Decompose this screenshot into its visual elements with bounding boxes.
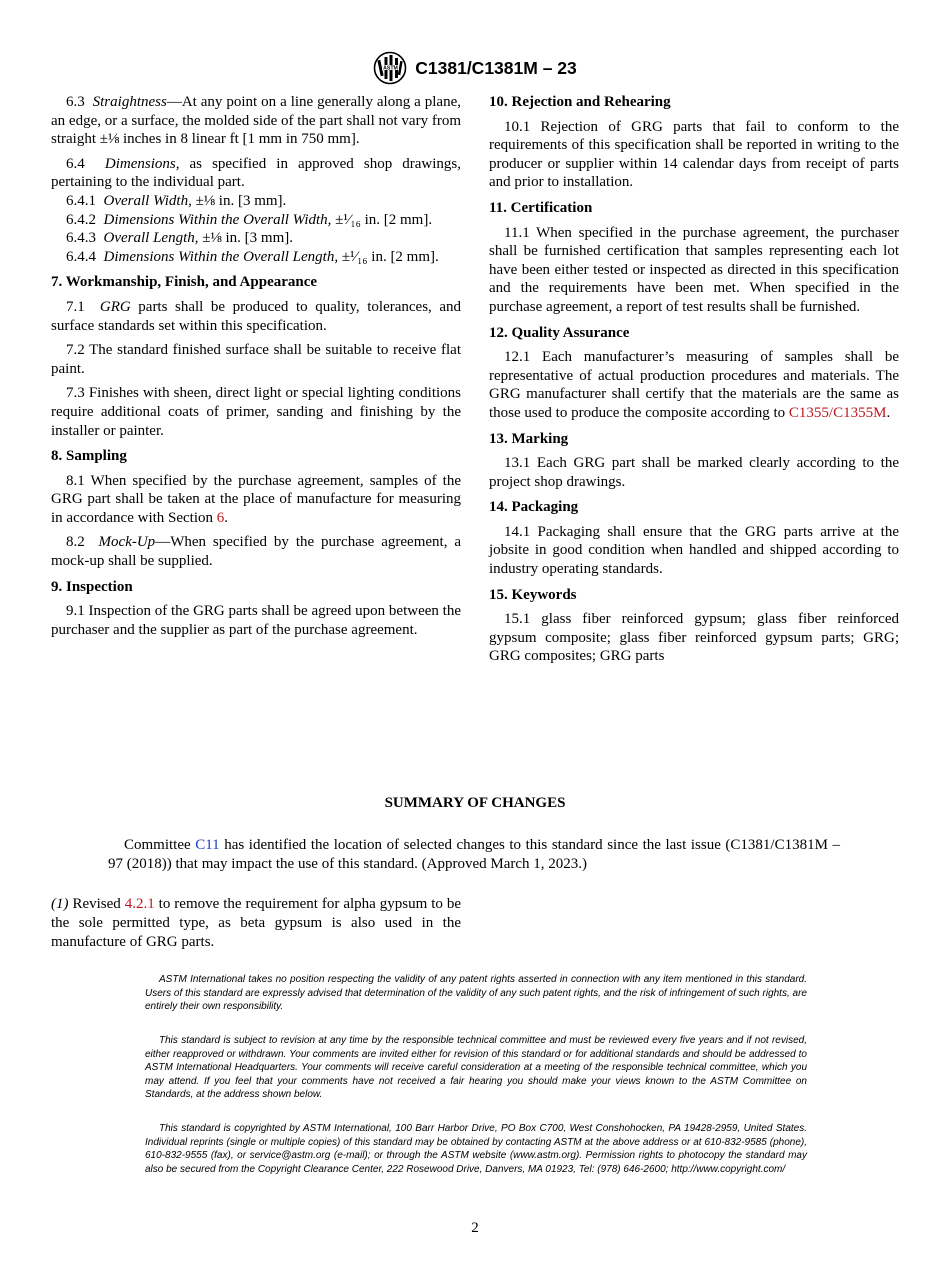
section-heading-14: 14. Packaging [489,499,579,516]
section-heading-9: 9. Inspection [51,578,133,595]
c1355-link[interactable]: C1355/C1355M [788,404,887,421]
svg-text:ASTM: ASTM [383,65,399,72]
revision-notice: This standard is subject to revision at any time by the responsible technical committee and must be reviewed every five years and if not revised, either reapproved or withdrawn. Your comments are invited either for revision of this standard or for additional standards and should be addressed to ASTM International Headquarters. Your comments will receive careful consideration at a meeting of the responsible technical committee, which you may attend. If you feel that your comments have not received a fair hearing you should make your views known to the ASTM Committee on Standards, at the address shown below. [145,1035,807,1100]
para-8-1: 8.1 When specified by the purchase agreement, samples of the GRG part shall be taken at the place of manufacture for measuring in accordance with Section 6. [51,472,461,526]
copyright-notice: This standard is copyrighted by ASTM International, 100 Barr Harbor Drive, PO Box C700, West Conshohocken, PA 19428-2959, United States. Individual reprints (single or multiple copies) of this standard may be obtained by contacting ASTM at the above address or at 610-832-9585 (phone), 610-832-9555 (fax), or service@astm.org (e-mail); or through the ASTM website (www.astm.org). Permission rights to photocopy the standard may also be secured from the Copyright Clearance Center, 222 Rosewood Drive, Danvers, MA 01923, Tel: (978) 646-2600; http://www.copyright.com/ [145,1123,807,1175]
section-heading-15: 15. Keywords [489,586,577,603]
section-heading-12: 12. Quality Assurance [489,324,630,341]
summary-intro: Committee C11 has identified the location of selected changes to this standard since the last issue (C1381/C1381M – 97 (2018)) that may impact the use of this standard. (Approved March 1, 2023.) [108,837,840,872]
para-6-4-1: 6.4.1 Overall Width, ±⅛ in. [3 mm]. [66,192,287,209]
para-8-2: 8.2 Mock-Up—When specified by the purchase agreement, a mock-up shall be supplied. [51,534,461,570]
para-6-4-4: 6.4.4 Dimensions Within the Overall Length, ±¹⁄₁₆ in. [2 mm]. [66,248,439,265]
para-12-1: 12.1 Each manufacturer’s measuring of samples shall be representative of actual production procedures and materials. The GRG manufacturer shall certify that the materials are the same as those used to produce the composite according to C1355/C1355M. [489,349,899,421]
para-6-3: 6.3 Straightness—At any point on a line generally along a plane, an edge, or a surface, the molded side of the part shall not vary from straight ±⅛ inches in 8 linear ft [1 mm in 750 mm]. [51,94,461,148]
para-6-4-3: 6.4.3 Overall Length, ±⅛ in. [3 mm]. [66,230,293,247]
para-14-1: 14.1 Packaging shall ensure that the GRG parts arrive at the jobsite in good condition when handled and shipped according to industry operating standards. [489,523,899,578]
para-7-2: 7.2 The standard finished surface shall be suitable to receive flat paint. [51,342,461,377]
astm-logo-icon [373,51,407,85]
para-9-1: 9.1 Inspection of the GRG parts shall be agreed upon between the purchaser and the supplier as part of the purchase agreement. [51,603,461,638]
para-7-1: 7.1 GRG parts shall be produced to quality, tolerances, and surface standards set within this specification. [51,298,462,334]
committee-c11-link[interactable]: C11 [195,837,220,853]
page-number: 2 [471,1220,479,1236]
left-column [51,93,461,645]
section-4-2-1-link[interactable]: 4.2.1 [124,896,155,912]
section-heading-8: 8. Sampling [51,448,127,465]
section-heading-11: 11. Certification [489,199,593,216]
document-designation: C1381/C1381M – 23 [415,57,577,78]
summary-of-changes-title: SUMMARY OF CHANGES [384,795,566,811]
patent-notice: ASTM International takes no position respecting the validity of any patent rights asserted in connection with any item mentioned in this standard. Users of this standard are expressly advised that determination of the validity of any such patent rights, and the risk of infringement of such rights, are entirely their own responsibility. [145,974,807,1012]
para-10-1: 10.1 Rejection of GRG parts that fail to conform to the requirements of this specification shall be reported in writing to the producer or supplier within 14 calendar days from receipt of parts and prior to installation. [489,118,899,191]
para-13-1: 13.1 Each GRG part shall be marked clearly according to the project shop drawings. [489,455,899,490]
right-column [489,93,899,672]
section-heading-10: 10. Rejection and Rehearing [489,94,671,110]
para-6-4: 6.4 Dimensions, as specified in approved shop drawings, pertaining to the individual part. [51,155,461,191]
section-heading-7: 7. Workmanship, Finish, and Appearance [51,274,318,291]
para-11-1: 11.1 When specified in the purchase agreement, the purchaser shall be furnished certification that samples representing each lot have been either tested or inspected as directed in this specification and the requirements have been met. When specified in the purchase agreement, a report of test results shall be furnished. [489,224,899,315]
para-15-1: 15.1 glass fiber reinforced gypsum; glass fiber reinforced gypsum composite; glass fiber reinforced gypsum parts; GRG; GRG composites; GRG parts [489,611,899,665]
section-6-link[interactable]: 6 [216,509,225,526]
change-item-1: (1) Revised 4.2.1 to remove the requirement for alpha gypsum to be the sole permitted type, as beta gypsum is also used in the manufacture of GRG parts. [51,896,462,950]
para-7-3: 7.3 Finishes with sheen, direct light or special lighting conditions require additional coats of primer, sanding and finishing by the installer or painter. [51,385,461,439]
page-header [0,50,950,86]
para-6-4-2: 6.4.2 Dimensions Within the Overall Width, ±¹⁄₁₆ in. [2 mm]. [66,211,433,228]
section-heading-13: 13. Marking [489,430,569,447]
